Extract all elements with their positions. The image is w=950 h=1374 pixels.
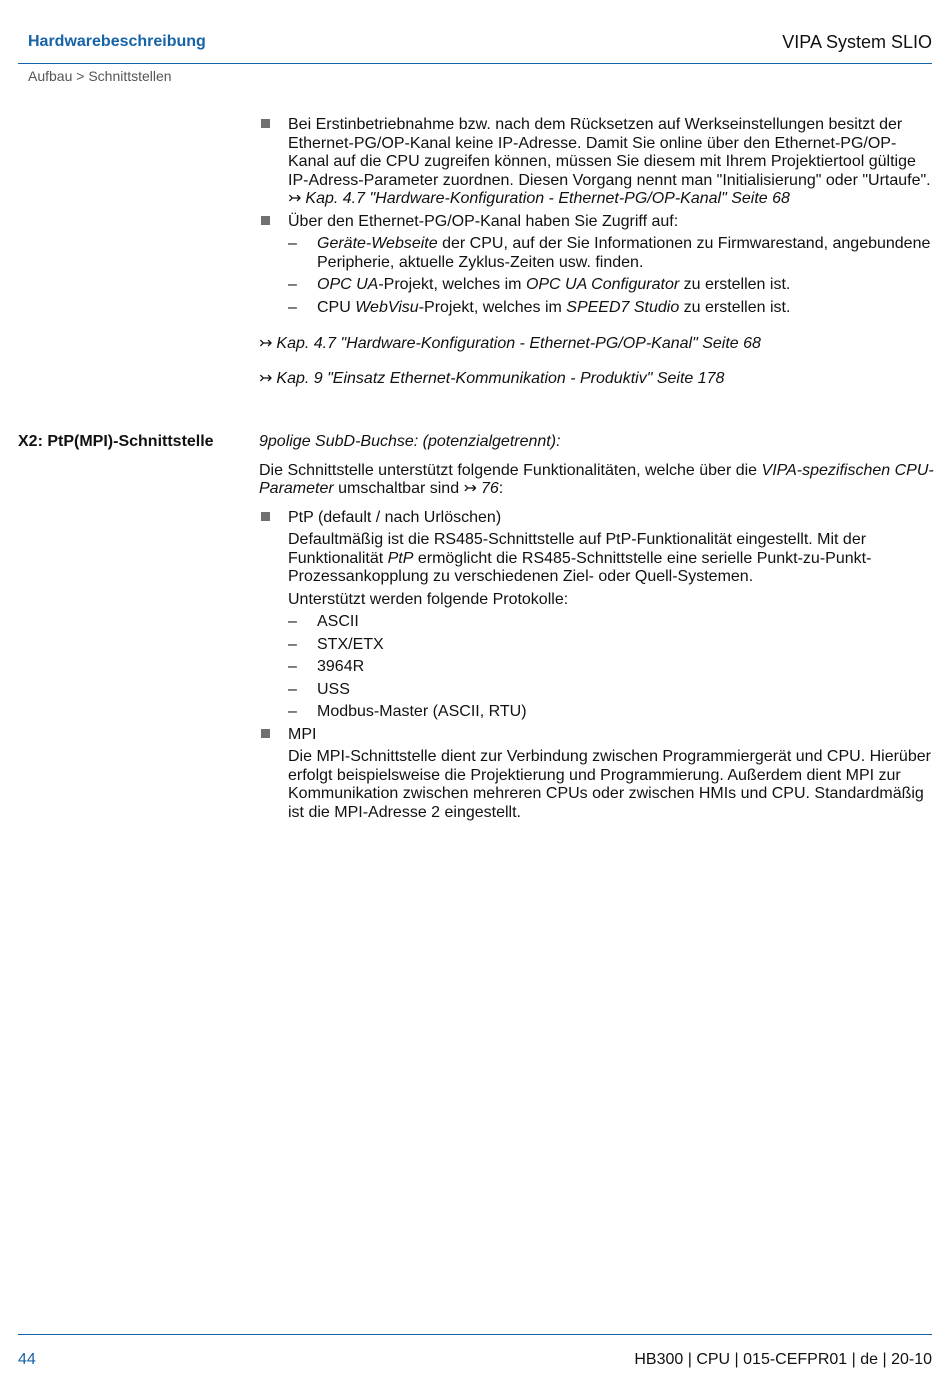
sub-list-item [288,681,935,700]
dash-marker: – [288,276,297,293]
intro-paragraph [259,462,935,499]
subtitle-text: 9polige SubD-Buchse: (potenzialgetrennt): [259,433,561,450]
section-ptp-mpi [259,433,935,826]
dash-marker: – [288,635,297,653]
sub-list-item [288,658,935,677]
reference-line [259,335,935,354]
item-description [288,531,935,587]
paragraph-text: umschaltbar sind [333,480,464,497]
emphasis-text: OPC UA Configurator [525,276,680,293]
bullet-square-icon [261,119,270,128]
bullet-text: Bei Erstinbetriebnahme bzw. nach dem Rücksetzen auf Werkseinstellungen besitzt der Ethernet-PG/OP-Kanal keine IP-Adresse. Damit Sie online über den Ethernet-PG/OP-Kanal auf die CPU zugreifen können, müssen Sie diesem mit Ihrem Projektiertool gültige IP-Adress-Parameter zuordnen. Diesen Vorgang nennt man "Initialisierung" oder "Urtaufe". [288,116,931,189]
breadcrumb: Aufbau > Schnittstellen [28,68,172,84]
bullet-square-icon [261,216,270,225]
bullet-text: PtP (default / nach Urlöschen) [288,508,502,526]
item-text: zu erstellen ist. [679,276,791,293]
cross-reference-link[interactable]: Kap. 4.7 "Hardware-Konfiguration - Ethernet-PG/OP-Kanal" Seite 68 [276,335,761,352]
list-item [259,726,935,745]
sub-list-item [288,613,935,632]
link-arrow-icon: ↣ [259,335,273,352]
protocol-item: STX/ETX [317,635,384,653]
item-text: der CPU, auf der Sie Informationen zu Firmwarestand, angebundene Peripherie, aktuelle Zyklus-Zeiten usw. finden. [317,235,931,271]
section-heading: X2: PtP(MPI)-Schnittstelle [18,433,214,450]
emphasis-text: VIPA-spezifischen CPU-Parameter [259,461,934,497]
emphasis-text: PtP [387,549,414,567]
list-item [259,213,935,232]
emphasis-text: Geräte-Webseite [317,235,438,252]
dash-marker: – [288,613,297,630]
footer-divider [18,1334,932,1335]
item-text: -Projekt, welches im [378,276,526,293]
item-text: -Projekt, welches im [418,298,567,316]
page-number: 44 [18,1351,36,1368]
paragraph-text: Die Schnittstelle unterstützt folgende Funktionalitäten, welche über die [259,461,762,479]
product-title: VIPA System SLIO [782,32,932,52]
dash-marker: – [288,680,297,698]
link-arrow-icon: ↣ [259,369,273,387]
paragraph-text: Defaultmäßig ist die RS485-Schnittstelle auf PtP-Funktionalität eingestellt. Mit der Funktionalität [288,531,867,567]
protocols-intro: Unterstützt werden folgende Protokolle: [288,590,569,608]
emphasis-text: SPEED7 Studio [566,298,680,316]
sub-list-item [288,235,935,272]
item-description: Die MPI-Schnittstelle dient zur Verbindung zwischen Programmiergerät und CPU. Hierüber erfolgt beispielsweise die Projektierung und Programmierung. Außerdem dient MPI zur Kommunikation zwischen mehreren CPUs oder zwischen HMIs und CPU. Standardmäßig ist die MPI-Adresse 2 eingestellt. [288,748,931,821]
protocol-item: ASCII [317,613,359,630]
cross-reference-link[interactable]: Kap. 4.7 "Hardware-Konfiguration - Ethernet-PG/OP-Kanal" Seite 68 [305,190,790,207]
bullet-square-icon [261,729,270,738]
document-id: HB300 | CPU | 015-CEFPR01 | de | 20-10 [634,1351,932,1368]
paragraph-text: ermöglicht die RS485-Schnittstelle eine serielle Punkt-zu-Punkt-Prozessankopplung zu verschiedenen Ziel- oder Quell-Systemen. [288,549,872,585]
section-ethernet-access [259,116,935,388]
paragraph-text: : [498,480,504,497]
link-arrow-icon: ↣ [288,190,302,207]
reference-line [259,370,935,389]
dash-marker: – [288,235,297,252]
protocol-item: USS [317,680,350,698]
bullet-text: Über den Ethernet-PG/OP-Kanal haben Sie Zugriff auf: [288,212,679,230]
sub-list-item [288,299,935,318]
item-text: zu erstellen ist. [679,298,791,316]
sub-list-item [288,703,935,722]
list-item [259,116,935,209]
list-item [259,509,935,528]
sub-list-item [288,276,935,295]
header-divider [18,63,932,64]
link-arrow-icon: ↣ [463,480,477,497]
dash-marker: – [288,658,297,675]
dash-marker: – [288,703,297,720]
emphasis-text: WebVisu [355,298,419,316]
protocol-item: 3964R [317,658,365,675]
emphasis-text: OPC UA [317,276,379,293]
sub-list-item [288,636,935,655]
subtitle [259,433,935,452]
protocol-item: Modbus-Master (ASCII, RTU) [317,703,527,720]
dash-marker: – [288,298,297,316]
bullet-square-icon [261,512,270,521]
item-text: CPU [317,298,356,316]
bullet-text: MPI [288,725,317,743]
cross-reference-link[interactable]: 76 [480,480,499,497]
cross-reference-link[interactable]: Kap. 9 "Einsatz Ethernet-Kommunikation - Produktiv" Seite 178 [276,369,725,387]
section-title: Hardwarebeschreibung [28,33,206,50]
